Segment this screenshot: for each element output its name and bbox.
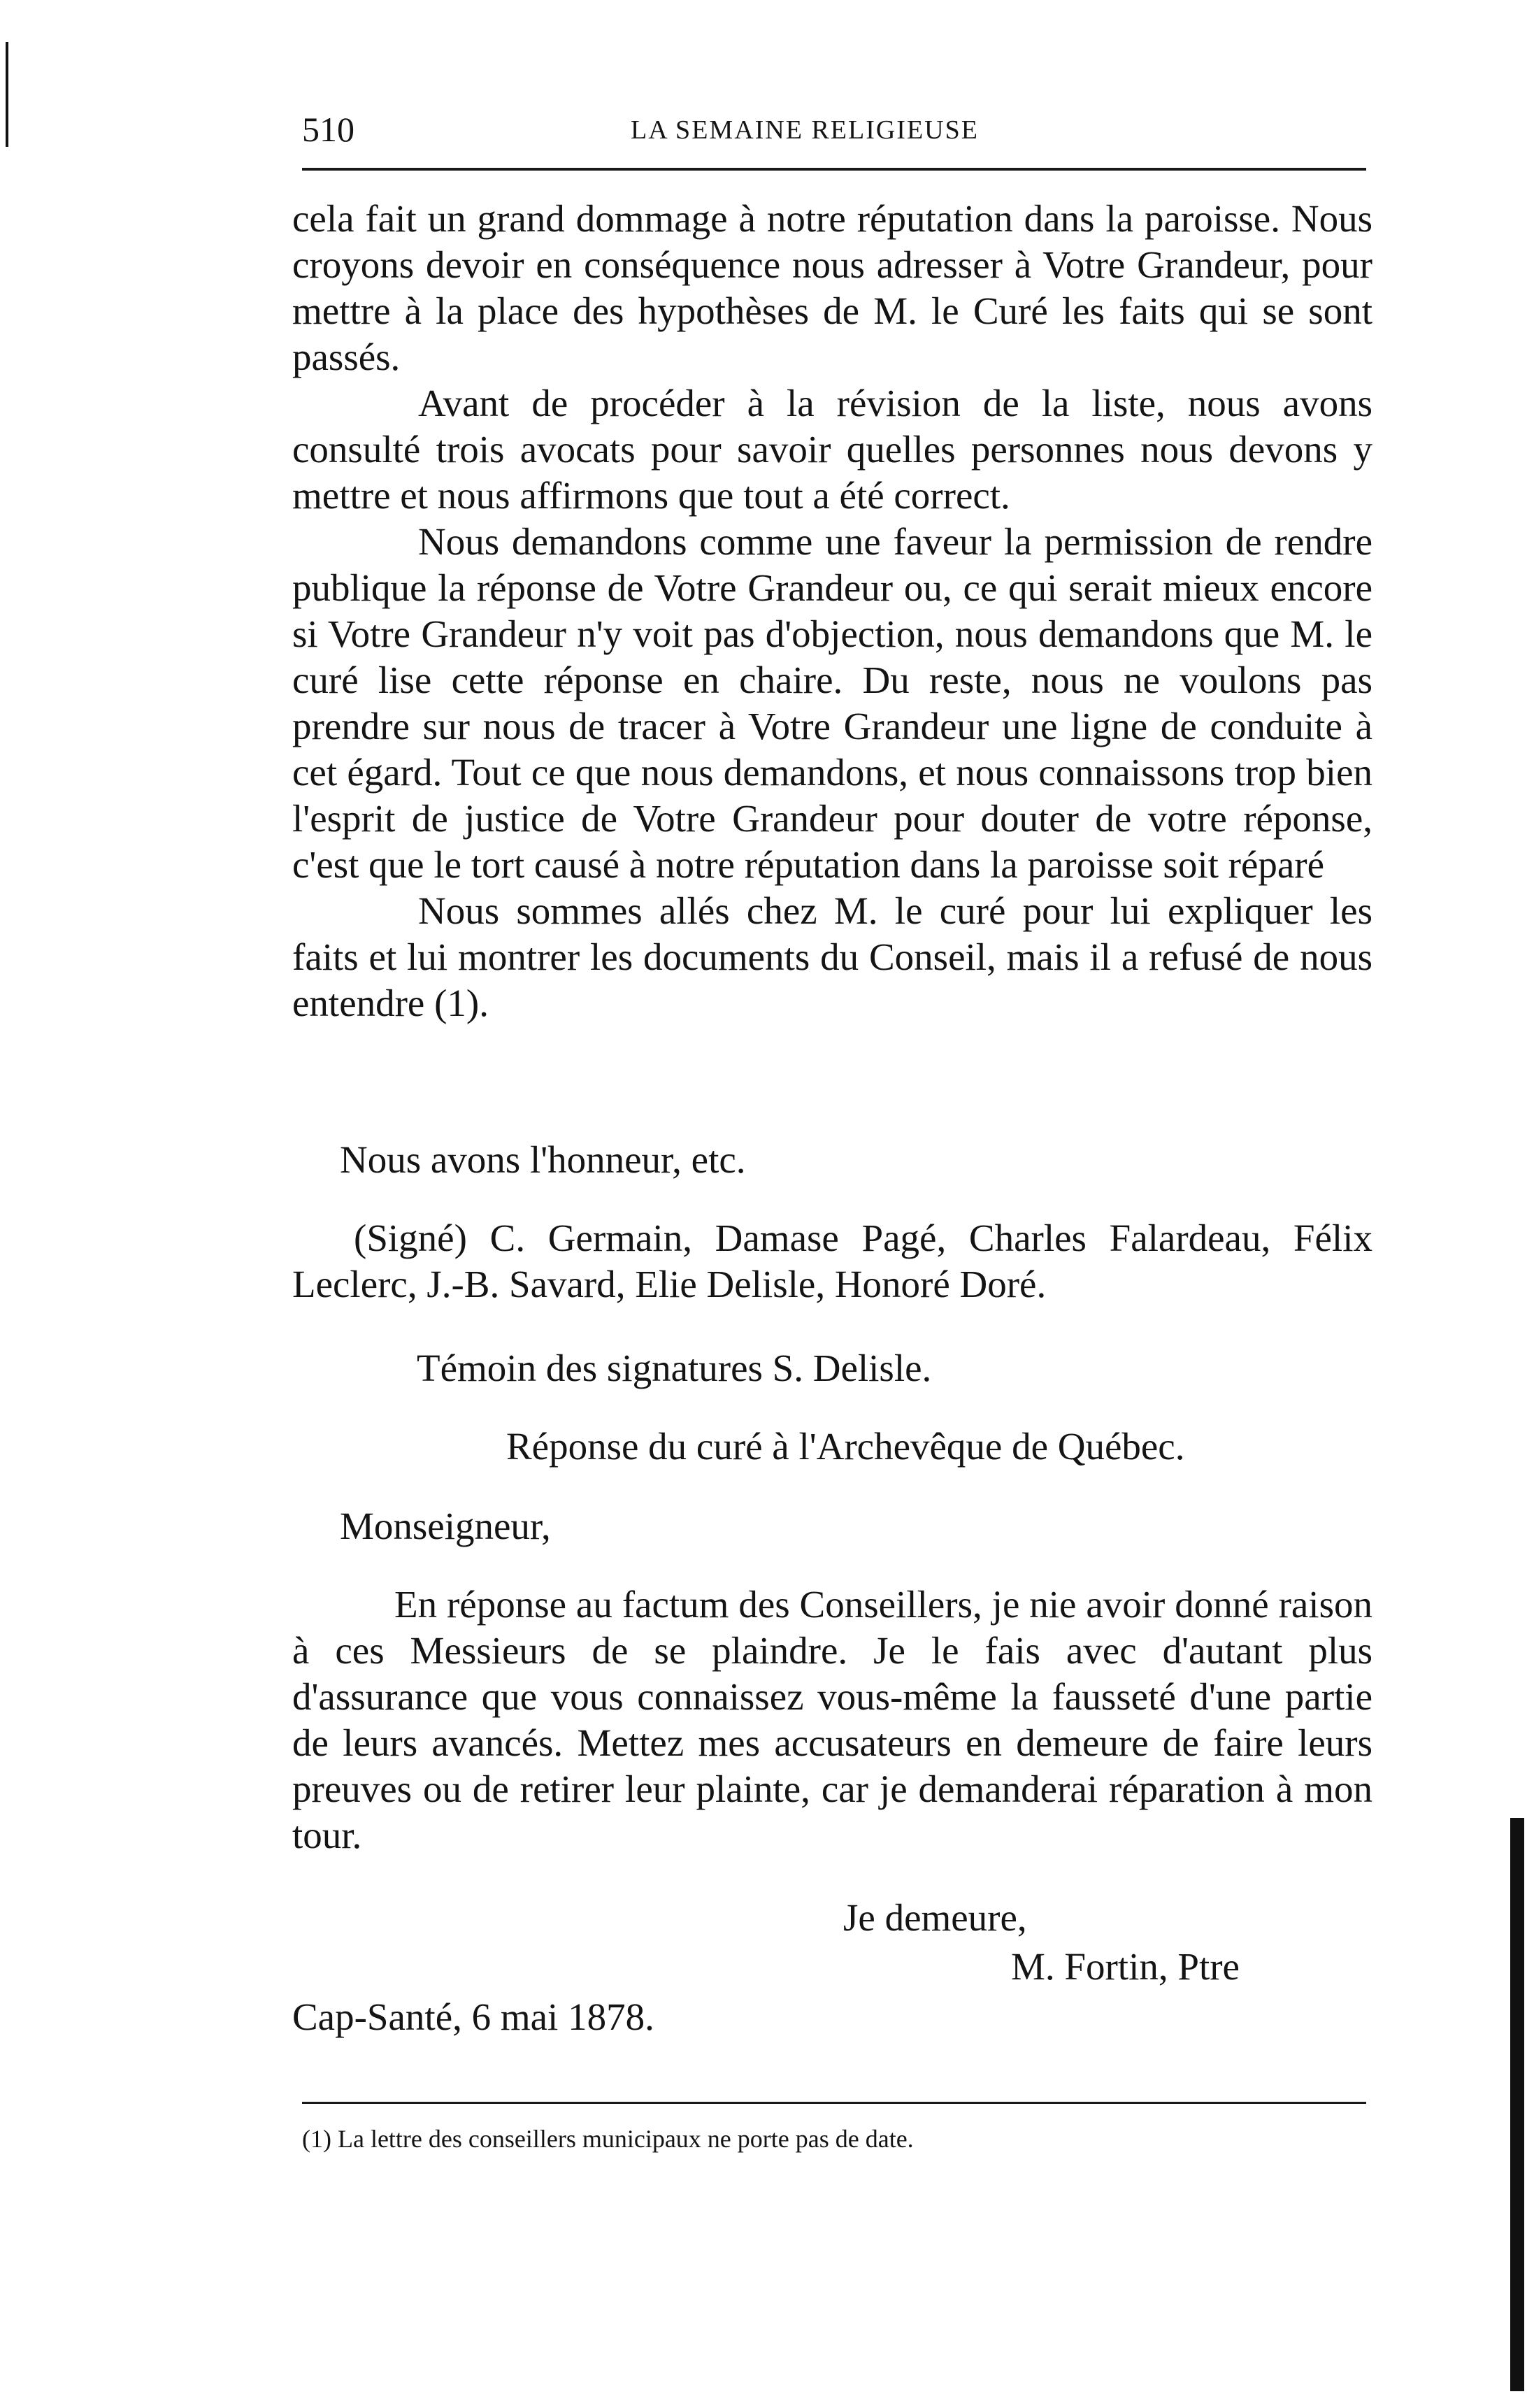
body-text [292,196,1372,1026]
page-number: 510 [302,110,354,149]
signatures: (Signé) C. Germain, Damase Pagé, Charles Falardeau, Félix Leclerc, J.-B. Savard, Elie Delisle, Honoré Doré. [292,1217,1372,1305]
salutation: Monseigneur, [340,1505,551,1547]
valediction: Je demeure, [843,1896,1027,1939]
paragraph-3: Nous demandons comme une faveur la permission de rendre publique la réponse de Votre Grandeur ou, ce qui serait mieux encore si Votre Grandeur n'y voit pas d'objection, nous demandons que M. le curé lise cette réponse en chaire. Du reste, nous ne voulons pas prendre sur nous de tracer à Votre Grandeur une ligne de conduite à cet égard. Tout ce que nous demandons, et nous connaissons trop bien l'esprit de justice de Votre Grandeur pour douter de votre réponse, c'est que le tort causé à notre réputation dans la paroisse soit réparé [292,520,1372,886]
scan-edge-right [1510,1818,1524,2391]
footnote-rule [302,2102,1366,2104]
place-date: Cap-Santé, 6 mai 1878. [292,1995,654,2038]
scan-edge-left [6,42,8,147]
running-head: LA SEMAINE RELIGIEUSE [631,115,979,145]
reply-title: Réponse du curé à l'Archevêque de Québec. [506,1425,1185,1468]
paragraph-1: cela fait un grand dommage à notre réputation dans la paroisse. Nous croyons devoir en conséquence nous adresser à Votre Grandeur, pour mettre à la place des hypothèses de M. le Curé les faits qui se sont passés. [292,197,1372,378]
header-rule [302,168,1366,171]
reply-text [292,1582,1372,1858]
page-header [302,105,1365,154]
footnote: (1) La lettre des conseillers municipaux ne porte pas de date. [302,2125,914,2153]
closing-line: Nous avons l'honneur, etc. [340,1138,746,1181]
signer-name: M. Fortin, Ptre [1011,1945,1240,1988]
paragraph-4: Nous sommes allés chez M. le curé pour lui expliquer les faits et lui montrer les documents du Conseil, mais il a refusé de nous entendre (1). [292,889,1372,1024]
witness-line: Témoin des signatures S. Delisle. [417,1347,932,1389]
paragraph-2: Avant de procéder à la révision de la liste, nous avons consulté trois avocats pour savoir quelles personnes nous devons y mettre et nous affirmons que tout a été correct. [292,382,1372,517]
reply-paragraph: En réponse au factum des Conseillers, je nie avoir donné raison à ces Messieurs de se plaindre. Je le fais avec d'autant plus d'assurance que vous connaissez vous-même la fausseté d'une partie de leurs avancés. Mettez mes accusateurs en demeure de faire leurs preuves ou de retirer leur plainte, car je demanderai réparation à mon tour. [292,1583,1372,1856]
signatures-block [292,1215,1372,1307]
